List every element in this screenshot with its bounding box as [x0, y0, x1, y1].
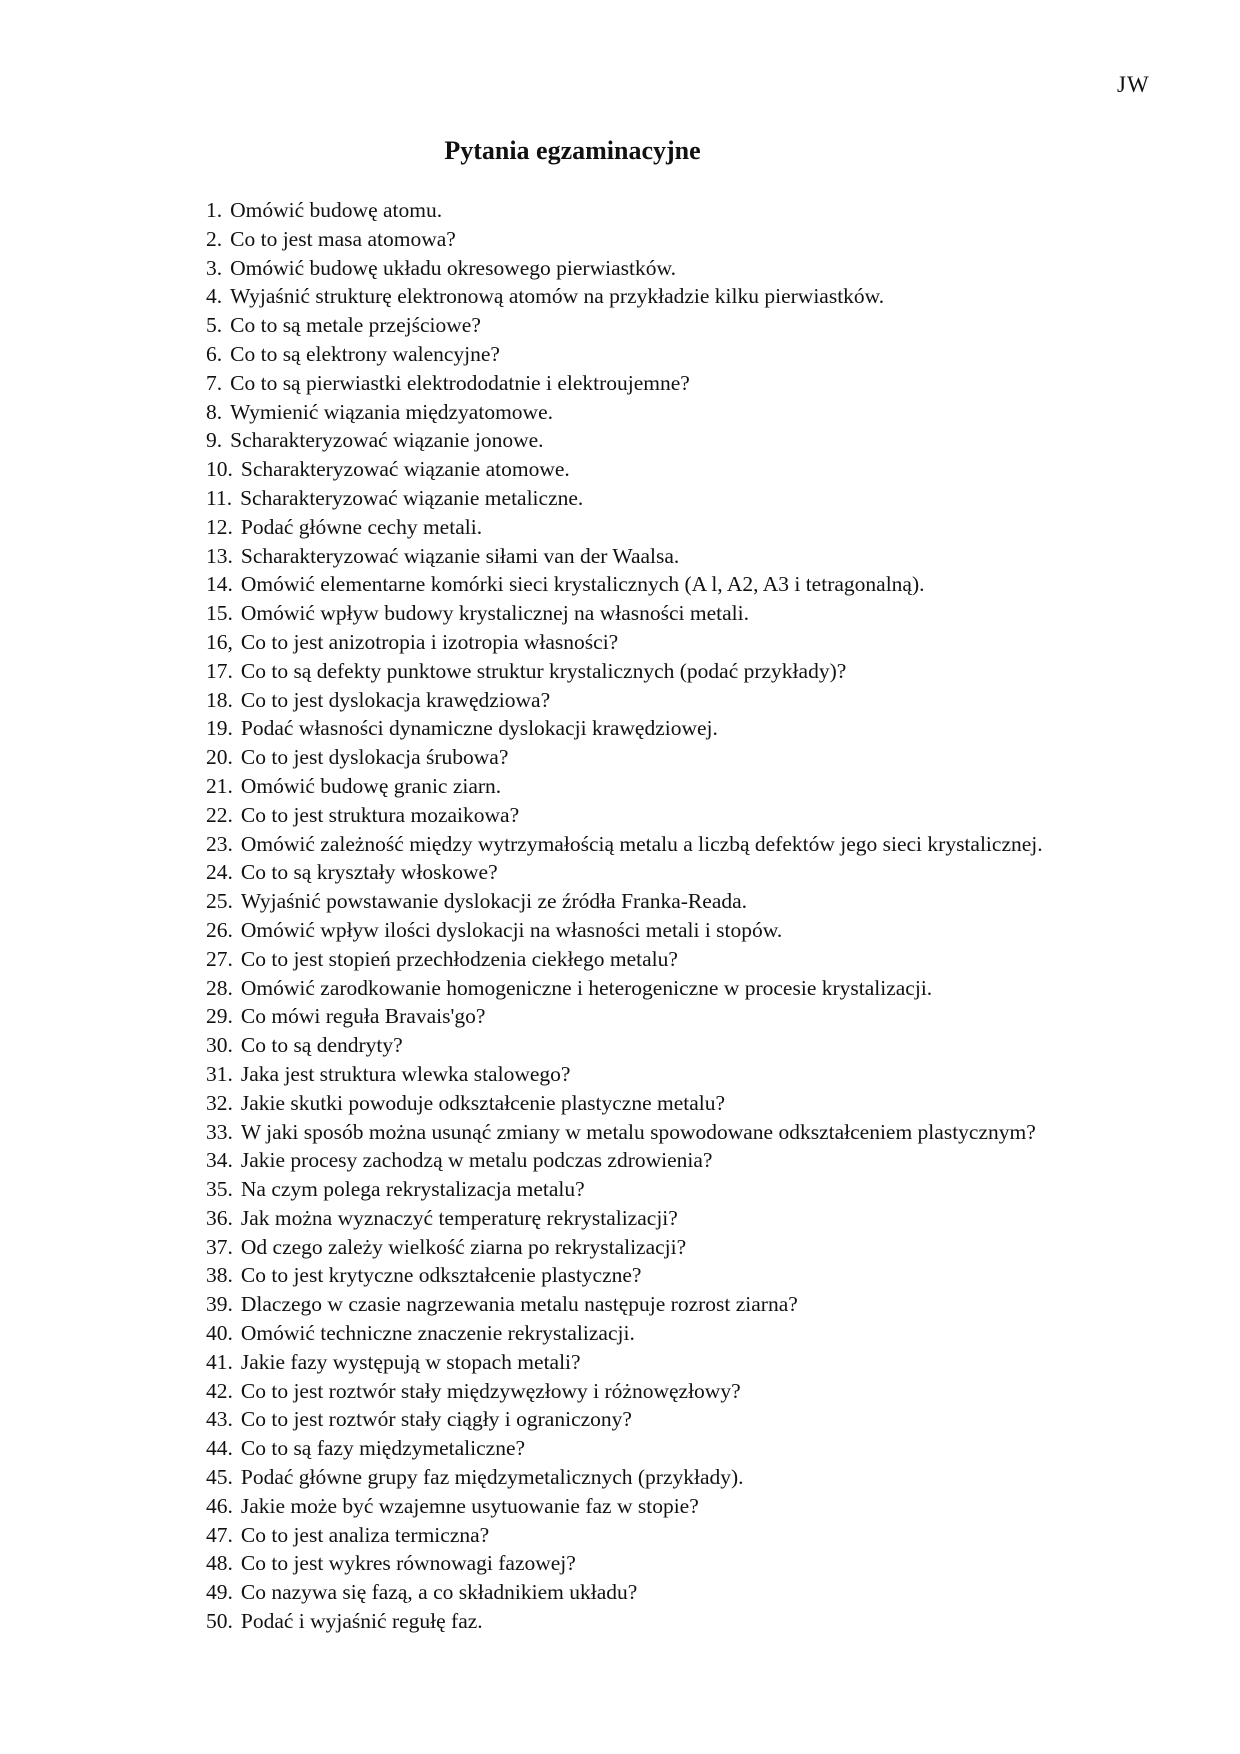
question-item: [206, 282, 1043, 311]
question-number: 2.: [206, 226, 223, 251]
question-item: [206, 1405, 1043, 1434]
question-text: Omówić zarodkowanie homogeniczne i heterogeniczne w procesie krystalizacji.: [240, 975, 933, 1000]
question-text: Jakie może być wzajemne usytuowanie faz w stopie?: [240, 1493, 699, 1518]
question-item: [206, 801, 1043, 830]
question-number: 19.: [206, 716, 233, 741]
question-text: Omówić zależność między wytrzymałością metalu a liczbą defektów jego sieci krystalicznej.: [240, 831, 1043, 856]
question-number: 3.: [206, 255, 223, 280]
question-item: [206, 830, 1043, 859]
question-text: Co to jest krytyczne odkształcenie plastyczne?: [240, 1263, 642, 1288]
question-item: [206, 743, 1043, 772]
question-number: 28.: [206, 975, 233, 1000]
question-number: 10.: [206, 457, 233, 482]
question-number: 9.: [206, 428, 223, 453]
question-item: [206, 858, 1043, 887]
question-item: [206, 686, 1043, 715]
question-item: [206, 1233, 1043, 1262]
question-number: 41.: [206, 1349, 233, 1374]
question-number: 16,: [206, 629, 233, 654]
question-item: [206, 1463, 1043, 1492]
question-text: Omówić wpływ budowy krystalicznej na własności metali.: [240, 601, 750, 626]
question-number: 5.: [206, 313, 223, 338]
question-text: Scharakteryzować wiązanie siłami van der Waalsa.: [240, 543, 680, 568]
question-text: Co to jest struktura mozaikowa?: [240, 802, 520, 827]
question-text: Co to jest masa atomowa?: [230, 226, 456, 251]
question-item: [206, 1521, 1043, 1550]
question-number: 50.: [206, 1609, 233, 1634]
question-number: 14.: [206, 572, 233, 597]
question-number: 27.: [206, 946, 233, 971]
question-item: [206, 1434, 1043, 1463]
question-item: [206, 1549, 1043, 1578]
question-text: Jakie fazy występują w stopach metali?: [240, 1349, 581, 1374]
question-text: Podać główne grupy faz międzymetalicznych (przykłady).: [240, 1465, 744, 1490]
question-text: Co to jest roztwór stały ciągły i ograniczony?: [240, 1407, 632, 1432]
question-text: Podać główne cechy metali.: [240, 514, 483, 539]
question-number: 17.: [206, 658, 233, 683]
question-item: [206, 1290, 1043, 1319]
question-number: 11.: [206, 485, 233, 510]
question-number: 7.: [206, 370, 223, 395]
question-text: Co to jest dyslokacja krawędziowa?: [240, 687, 551, 712]
question-text: Omówić budowę układu okresowego pierwiastków.: [230, 255, 676, 280]
question-item: [206, 714, 1043, 743]
question-number: 34.: [206, 1148, 233, 1173]
question-number: 25.: [206, 889, 233, 914]
question-item: [206, 542, 1043, 571]
question-number: 29.: [206, 1004, 233, 1029]
question-text: Od czego zależy wielkość ziarna po rekrystalizacji?: [240, 1234, 687, 1259]
question-item: [206, 513, 1043, 542]
question-item: [206, 1492, 1043, 1521]
question-text: Co mówi reguła Bravais'go?: [240, 1004, 486, 1029]
question-number: 8.: [206, 399, 223, 424]
question-text: Jak można wyznaczyć temperaturę rekrystalizacji?: [240, 1205, 678, 1230]
question-number: 36.: [206, 1205, 233, 1230]
question-text: Jaka jest struktura wlewka stalowego?: [240, 1061, 571, 1086]
question-text: Co to są metale przejściowe?: [230, 313, 481, 338]
question-text: Omówić budowę granic ziarn.: [240, 773, 502, 798]
question-number: 45.: [206, 1465, 233, 1490]
question-number: 35.: [206, 1177, 233, 1202]
question-text: Co to są defekty punktowe struktur krystalicznych (podać przykłady)?: [240, 658, 847, 683]
question-text: Co to jest analiza termiczna?: [240, 1522, 490, 1547]
question-text: Scharakteryzować wiązanie atomowe.: [240, 457, 570, 482]
question-item: [206, 657, 1043, 686]
question-text: Co to są dendryty?: [240, 1033, 403, 1058]
question-item: [206, 1607, 1043, 1636]
question-item: [206, 628, 1043, 657]
question-text: Wyjaśnić strukturę elektronową atomów na przykładzie kilku pierwiastków.: [230, 284, 885, 309]
question-number: 40.: [206, 1321, 233, 1346]
question-number: 15.: [206, 601, 233, 626]
author-initials: JW: [1117, 72, 1150, 97]
question-number: 32.: [206, 1090, 233, 1115]
question-number: 38.: [206, 1263, 233, 1288]
question-text: Co to jest stopień przechłodzenia ciekłego metalu?: [240, 946, 678, 971]
question-text: Omówić wpływ ilości dyslokacji na własności metali i stopów.: [240, 917, 783, 942]
question-item: [206, 196, 1043, 225]
question-number: 18.: [206, 687, 233, 712]
question-text: Co to jest wykres równowagi fazowej?: [240, 1551, 576, 1576]
question-text: Na czym polega rekrystalizacja metalu?: [240, 1177, 585, 1202]
question-text: Omówić techniczne znaczenie rekrystalizacji.: [240, 1321, 635, 1346]
question-item: [206, 916, 1043, 945]
question-text: Co to są elektrony walencyjne?: [230, 341, 500, 366]
question-number: 48.: [206, 1551, 233, 1576]
question-number: 43.: [206, 1407, 233, 1432]
question-item: [206, 1578, 1043, 1607]
question-item: [206, 772, 1043, 801]
question-text: Co to są pierwiastki elektrododatnie i elektroujemne?: [230, 370, 690, 395]
question-list: [206, 196, 1043, 1636]
question-text: Dlaczego w czasie nagrzewania metalu następuje rozrost ziarna?: [240, 1292, 798, 1317]
question-item: [206, 398, 1043, 427]
question-number: 39.: [206, 1292, 233, 1317]
question-item: [206, 570, 1043, 599]
question-text: Wymienić wiązania międzyatomowe.: [230, 399, 553, 424]
question-item: [206, 887, 1043, 916]
question-item: [206, 369, 1043, 398]
question-number: 33.: [206, 1119, 233, 1144]
question-item: [206, 426, 1043, 455]
question-text: Co to jest dyslokacja śrubowa?: [240, 745, 509, 770]
question-number: 24.: [206, 860, 233, 885]
question-number: 4.: [206, 284, 223, 309]
question-number: 1.: [206, 198, 223, 222]
question-item: [206, 1261, 1043, 1290]
question-item: [206, 1002, 1043, 1031]
question-number: 37.: [206, 1234, 233, 1259]
question-item: [206, 1031, 1043, 1060]
question-number: 22.: [206, 802, 233, 827]
question-item: [206, 1060, 1043, 1089]
question-text: Omówić elementarne komórki sieci krystalicznych (A l, A2, A3 i tetragonalną).: [240, 572, 925, 597]
question-number: 49.: [206, 1580, 233, 1605]
question-number: 30.: [206, 1033, 233, 1058]
question-text: Co to są kryształy włoskowe?: [240, 860, 498, 885]
question-number: 42.: [206, 1378, 233, 1403]
question-text: Omówić budowę atomu.: [230, 198, 443, 222]
question-item: [206, 1377, 1043, 1406]
question-item: [206, 945, 1043, 974]
question-item: [206, 254, 1043, 283]
question-item: [206, 974, 1043, 1003]
question-text: Podać i wyjaśnić regułę faz.: [240, 1609, 483, 1634]
page-title: Pytania egzaminacyjne: [444, 136, 701, 165]
question-number: 6.: [206, 341, 223, 366]
question-number: 31.: [206, 1061, 233, 1086]
question-text: Podać własności dynamiczne dyslokacji krawędziowej.: [240, 716, 718, 741]
question-number: 26.: [206, 917, 233, 942]
question-text: Co to są fazy międzymetaliczne?: [240, 1436, 526, 1461]
question-text: W jaki sposób można usunąć zmiany w metalu spowodowane odkształceniem plastycznym?: [240, 1119, 1036, 1144]
question-number: 13.: [206, 543, 233, 568]
question-item: [206, 311, 1043, 340]
question-number: 47.: [206, 1522, 233, 1547]
question-item: [206, 1146, 1043, 1175]
question-item: [206, 599, 1043, 628]
question-text: Scharakteryzować wiązanie metaliczne.: [240, 485, 584, 510]
question-item: [206, 484, 1043, 513]
question-number: 46.: [206, 1493, 233, 1518]
question-item: [206, 340, 1043, 369]
question-text: Jakie skutki powoduje odkształcenie plastyczne metalu?: [240, 1090, 726, 1115]
question-item: [206, 225, 1043, 254]
question-item: [206, 1089, 1043, 1118]
question-item: [206, 455, 1043, 484]
question-text: Co nazywa się fazą, a co składnikiem układu?: [240, 1580, 638, 1605]
question-item: [206, 1348, 1043, 1377]
question-text: Co to jest roztwór stały międzywęzłowy i różnowęzłowy?: [240, 1378, 741, 1403]
question-text: Co to jest anizotropia i izotropia własności?: [240, 629, 619, 654]
question-text: Wyjaśnić powstawanie dyslokacji ze źródła Franka-Reada.: [240, 889, 748, 914]
question-text: Jakie procesy zachodzą w metalu podczas zdrowienia?: [240, 1148, 713, 1173]
question-item: [206, 1204, 1043, 1233]
question-item: [206, 1175, 1043, 1204]
question-number: 23.: [206, 831, 233, 856]
question-number: 21.: [206, 773, 233, 798]
question-text: Scharakteryzować wiązanie jonowe.: [230, 428, 544, 453]
question-number: 12.: [206, 514, 233, 539]
question-number: 44.: [206, 1436, 233, 1461]
question-item: [206, 1319, 1043, 1348]
question-number: 20.: [206, 745, 233, 770]
question-item: [206, 1118, 1043, 1147]
